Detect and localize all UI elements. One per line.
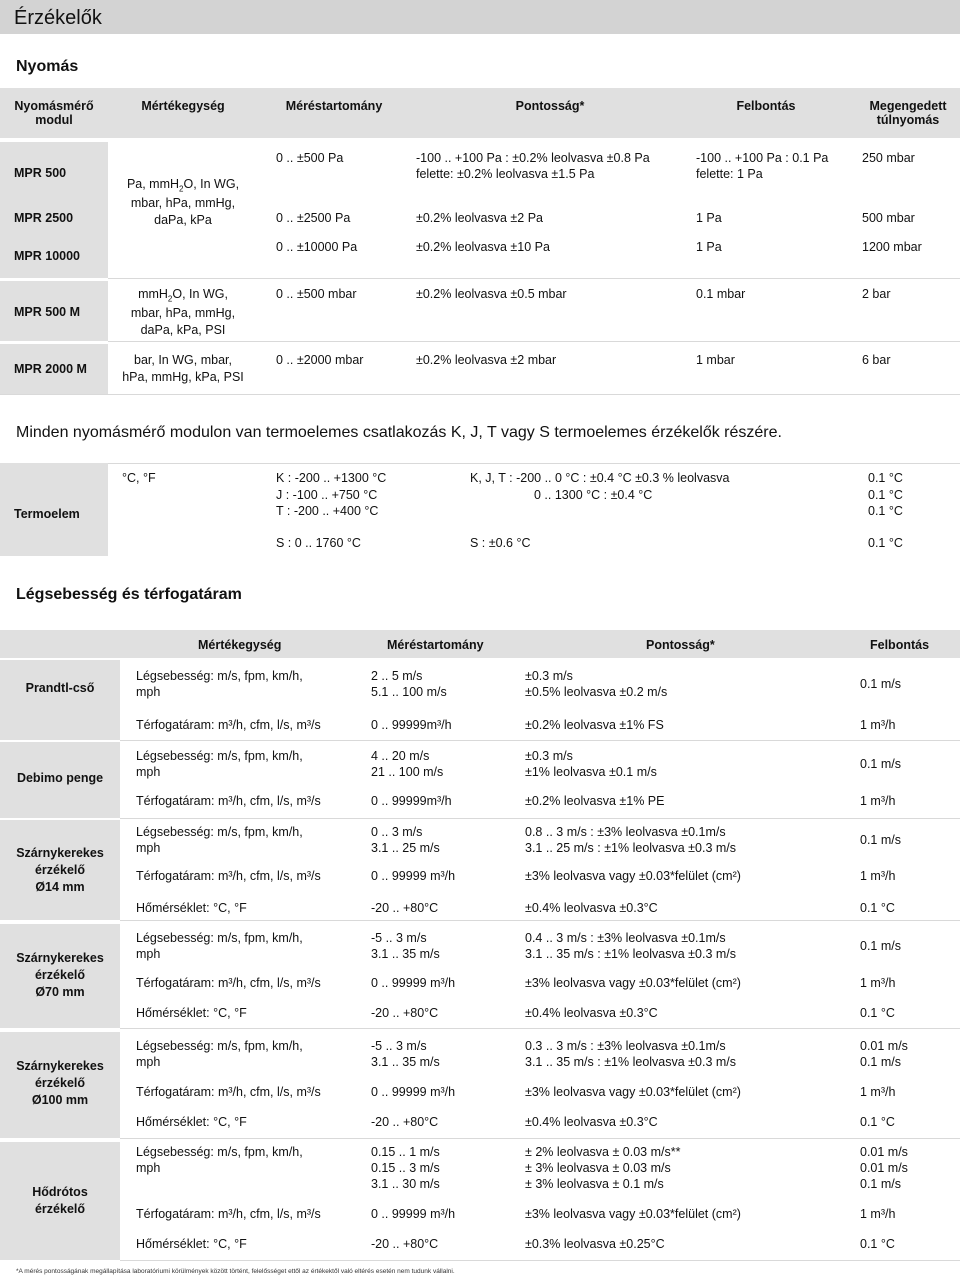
resolution-value: 1 mbar (696, 353, 735, 367)
velocity-unit: mph (136, 841, 161, 855)
header-module: Nyomásmérő modul (14, 99, 94, 127)
page-title: Érzékelők (14, 7, 102, 29)
velocity-accuracy: ± 2% leolvasva ± 0.03 m/s** (525, 1145, 681, 1159)
flow-range: 0 .. 99999 m³/h (371, 1207, 456, 1221)
temperature-accuracy: ±0.3% leolvasva ±0.25°C (525, 1237, 665, 1251)
overpressure-value: 1200 mbar (862, 240, 922, 254)
velocity-accuracy: ±0.3 m/s (525, 669, 573, 683)
flow-resolution: 1 m³/h (860, 869, 896, 883)
module-name: MPR 500 (14, 166, 67, 180)
unit-text: bar, In WG, mbar, (134, 353, 232, 367)
velocity-range: 3.1 .. 35 m/s (371, 947, 440, 961)
header-accuracy: Pontosság* (515, 99, 585, 113)
footnote: *A mérés pontosságának megállapítása laboratóriumi körülmények között történt, felelősséget ettől az értékektől való eltérés esetén nem tudunk vállalni. (16, 1268, 455, 1275)
sensor-name: érzékelő (34, 1202, 86, 1216)
unit-text: daPa, kPa (154, 213, 212, 227)
accuracy-value: felette: ±0.2% leolvasva ±1.5 Pa (416, 167, 595, 181)
flow-unit: Térfogatáram: m³/h, cfm, l/s, m³/s (136, 869, 321, 883)
velocity-resolution: 0.01 m/s (860, 1145, 908, 1159)
range-value: 0 .. ±10000 Pa (276, 240, 358, 254)
thermo-resolution: 0.1 °C (868, 488, 903, 502)
velocity-range: 4 .. 20 m/s (371, 749, 430, 763)
sensor-label-bg (0, 660, 120, 740)
divider (120, 1138, 960, 1139)
sensor-name: Prandtl-cső (25, 681, 95, 695)
air-section-title: Légsebesség és térfogatáram (16, 586, 242, 603)
thermo-range: K : -200 .. +1300 °C (276, 471, 387, 485)
velocity-accuracy: ± 3% leolvasva ± 0.03 m/s (525, 1161, 671, 1175)
velocity-accuracy: ±0.3 m/s (525, 749, 573, 763)
sensor-name: Szárnykerekes (16, 846, 104, 860)
velocity-accuracy: 0.4 .. 3 m/s : ±3% leolvasva ±0.1m/s (525, 931, 726, 945)
divider (108, 463, 960, 464)
range-value: 0 .. ±2000 mbar (276, 353, 364, 367)
module-name: MPR 10000 (14, 249, 81, 263)
velocity-range: 3.1 .. 25 m/s (371, 841, 440, 855)
sensor-name: Debimo penge (16, 771, 104, 785)
divider (120, 1260, 960, 1261)
velocity-accuracy: 0.3 .. 3 m/s : ±3% leolvasva ±0.1m/s (525, 1039, 726, 1053)
flow-range: 0 .. 99999 m³/h (371, 869, 456, 883)
flow-unit: Térfogatáram: m³/h, cfm, l/s, m³/s (136, 1085, 321, 1099)
temperature-range: -20 .. +80°C (371, 901, 439, 915)
resolution-value: felette: 1 Pa (696, 167, 763, 181)
velocity-resolution: 0.1 m/s (860, 1177, 901, 1191)
velocity-unit: mph (136, 1055, 161, 1069)
flow-accuracy: ±3% leolvasva vagy ±0.03*felület (cm²) (525, 1085, 741, 1099)
thermo-label: Termoelem (14, 507, 80, 521)
temperature-unit: Hőmérséklet: °C, °F (136, 901, 247, 915)
temperature-accuracy: ±0.4% leolvasva ±0.3°C (525, 1115, 658, 1129)
pressure-section-title: Nyomás (16, 58, 79, 75)
velocity-range: -5 .. 3 m/s (371, 931, 427, 945)
flow-resolution: 1 m³/h (860, 976, 896, 990)
divider (120, 920, 960, 921)
divider (120, 1028, 960, 1029)
thermo-s-resolution: 0.1 °C (868, 536, 903, 550)
thermo-accuracy: 0 .. 1300 °C : ±0.4 °C (534, 488, 653, 502)
velocity-unit: mph (136, 1161, 161, 1175)
velocity-accuracy: 3.1 .. 35 m/s : ±1% leolvasva ±0.3 m/s (525, 1055, 737, 1069)
unit-text: mmH$_2$O, In WG, (138, 287, 228, 304)
unit-text: hPa, mmHg, kPa, PSI (122, 370, 244, 384)
module-name: MPR 2500 (14, 211, 74, 225)
velocity-range: 0.15 .. 3 m/s (371, 1161, 440, 1175)
header-unit: Mértékegység (141, 99, 225, 113)
overpressure-value: 500 mbar (862, 211, 915, 225)
flow-range: 0 .. 99999m³/h (371, 794, 452, 808)
velocity-accuracy: ±1% leolvasva ±0.1 m/s (525, 765, 657, 779)
sensor-name: érzékelő (34, 863, 86, 877)
temperature-unit: Hőmérséklet: °C, °F (136, 1237, 247, 1251)
velocity-resolution: 0.01 m/s (860, 1039, 908, 1053)
air-header-range: Méréstartomány (387, 638, 484, 652)
temperature-resolution: 0.1 °C (860, 1115, 895, 1129)
divider (108, 278, 960, 279)
divider (0, 394, 960, 395)
air-header-unit: Mértékegység (198, 638, 282, 652)
velocity-range: 21 .. 100 m/s (371, 765, 444, 779)
flow-accuracy: ±0.2% leolvasva ±1% FS (525, 718, 664, 732)
flow-range: 0 .. 99999m³/h (371, 718, 452, 732)
air-header-resolution: Felbontás (870, 638, 930, 652)
velocity-resolution: 0.1 m/s (860, 677, 901, 691)
accuracy-value: ±0.2% leolvasva ±2 Pa (416, 211, 543, 225)
pressure-header-bg (0, 88, 960, 138)
velocity-resolution: 0.1 m/s (860, 939, 901, 953)
velocity-accuracy: ± 3% leolvasva ± 0.1 m/s (525, 1177, 664, 1191)
sensor-name: Ø14 mm (35, 880, 85, 894)
unit-text: Pa, mmH$_2$O, In WG, (126, 177, 240, 194)
velocity-range: 5.1 .. 100 m/s (371, 685, 447, 699)
velocity-unit: mph (136, 947, 161, 961)
module-name: MPR 500 M (14, 305, 80, 319)
resolution-value: 1 Pa (696, 211, 722, 225)
temperature-range: -20 .. +80°C (371, 1006, 439, 1020)
overpressure-value: 2 bar (862, 287, 891, 301)
overpressure-value: 6 bar (862, 353, 891, 367)
velocity-range: 0.15 .. 1 m/s (371, 1145, 440, 1159)
sensor-name: érzékelő (34, 1076, 86, 1090)
divider (120, 818, 960, 819)
velocity-unit: Légsebesség: m/s, fpm, km/h, (136, 1145, 303, 1159)
sensor-name: érzékelő (34, 968, 86, 982)
header-resolution: Felbontás (736, 99, 796, 113)
velocity-unit: Légsebesség: m/s, fpm, km/h, (136, 669, 303, 683)
velocity-accuracy: 3.1 .. 25 m/s : ±1% leolvasva ±0.3 m/s (525, 841, 737, 855)
velocity-unit: mph (136, 685, 161, 699)
header-overpressure: Megengedett túlnyomás (869, 99, 947, 127)
velocity-range: -5 .. 3 m/s (371, 1039, 427, 1053)
divider (120, 740, 960, 741)
accuracy-value: ±0.2% leolvasva ±2 mbar (416, 353, 557, 367)
thermo-resolution: 0.1 °C (868, 471, 903, 485)
resolution-value: 1 Pa (696, 240, 722, 254)
flow-accuracy: ±3% leolvasva vagy ±0.03*felület (cm²) (525, 1207, 741, 1221)
range-value: 0 .. ±500 Pa (276, 151, 344, 165)
sensor-name: Szárnykerekes (16, 1059, 104, 1073)
accuracy-value: ±0.2% leolvasva ±10 Pa (416, 240, 550, 254)
range-value: 0 .. ±500 mbar (276, 287, 357, 301)
thermo-unit: °C, °F (122, 471, 156, 485)
flow-range: 0 .. 99999 m³/h (371, 976, 456, 990)
sensor-name: Hődrótos (32, 1185, 88, 1199)
flow-unit: Térfogatáram: m³/h, cfm, l/s, m³/s (136, 718, 321, 732)
velocity-unit: Légsebesség: m/s, fpm, km/h, (136, 825, 303, 839)
temperature-accuracy: ±0.4% leolvasva ±0.3°C (525, 1006, 658, 1020)
flow-resolution: 1 m³/h (860, 718, 896, 732)
sensor-name: Ø70 mm (35, 985, 85, 999)
module-name: MPR 2000 M (14, 362, 87, 376)
flow-unit: Térfogatáram: m³/h, cfm, l/s, m³/s (136, 794, 321, 808)
unit-text: daPa, kPa, PSI (140, 323, 226, 337)
thermo-accuracy: K, J, T : -200 .. 0 °C : ±0.4 °C ±0.3 % leolvasva (470, 471, 730, 485)
title-bar (0, 0, 960, 34)
sensor-name: Szárnykerekes (16, 951, 104, 965)
temperature-resolution: 0.1 °C (860, 1237, 895, 1251)
air-header-accuracy: Pontosság* (646, 638, 715, 652)
accuracy-value: -100 .. +100 Pa : ±0.2% leolvasva ±0.8 Pa (416, 151, 650, 165)
resolution-value: 0.1 mbar (696, 287, 746, 301)
thermocouple-note: Minden nyomásmérő modulon van termoelemes csatlakozás K, J, T vagy S termoelemes érzékelők részére. (16, 424, 782, 441)
header-range: Méréstartomány (285, 99, 383, 113)
velocity-range: 0 .. 3 m/s (371, 825, 423, 839)
flow-unit: Térfogatáram: m³/h, cfm, l/s, m³/s (136, 1207, 321, 1221)
sensor-name: Ø100 mm (31, 1093, 89, 1107)
resolution-value: -100 .. +100 Pa : 0.1 Pa (696, 151, 829, 165)
flow-accuracy: ±0.2% leolvasva ±1% PE (525, 794, 665, 808)
thermo-s-accuracy: S : ±0.6 °C (470, 536, 531, 550)
thermo-range: T : -200 .. +400 °C (276, 504, 379, 518)
flow-accuracy: ±3% leolvasva vagy ±0.03*felület (cm²) (525, 869, 741, 883)
flow-resolution: 1 m³/h (860, 794, 896, 808)
temperature-resolution: 0.1 °C (860, 1006, 895, 1020)
temperature-range: -20 .. +80°C (371, 1115, 439, 1129)
overpressure-value: 250 mbar (862, 151, 915, 165)
flow-resolution: 1 m³/h (860, 1207, 896, 1221)
velocity-unit: Légsebesség: m/s, fpm, km/h, (136, 749, 303, 763)
temperature-range: -20 .. +80°C (371, 1237, 439, 1251)
velocity-range: 2 .. 5 m/s (371, 669, 423, 683)
unit-text: mbar, hPa, mmHg, (130, 306, 236, 320)
velocity-range: 3.1 .. 35 m/s (371, 1055, 440, 1069)
velocity-accuracy: 3.1 .. 35 m/s : ±1% leolvasva ±0.3 m/s (525, 947, 737, 961)
temperature-unit: Hőmérséklet: °C, °F (136, 1006, 247, 1020)
range-value: 0 .. ±2500 Pa (276, 211, 351, 225)
thermo-range: J : -100 .. +750 °C (276, 488, 378, 502)
velocity-unit: Légsebesség: m/s, fpm, km/h, (136, 1039, 303, 1053)
flow-range: 0 .. 99999 m³/h (371, 1085, 456, 1099)
temperature-accuracy: ±0.4% leolvasva ±0.3°C (525, 901, 658, 915)
thermo-resolution: 0.1 °C (868, 504, 903, 518)
velocity-accuracy: ±0.5% leolvasva ±0.2 m/s (525, 685, 668, 699)
velocity-range: 3.1 .. 30 m/s (371, 1177, 440, 1191)
thermo-s-range: S : 0 .. 1760 °C (276, 536, 361, 550)
accuracy-value: ±0.2% leolvasva ±0.5 mbar (416, 287, 567, 301)
flow-resolution: 1 m³/h (860, 1085, 896, 1099)
velocity-accuracy: 0.8 .. 3 m/s : ±3% leolvasva ±0.1m/s (525, 825, 726, 839)
velocity-resolution: 0.1 m/s (860, 833, 901, 847)
flow-accuracy: ±3% leolvasva vagy ±0.03*felület (cm²) (525, 976, 741, 990)
velocity-resolution: 0.01 m/s (860, 1161, 908, 1175)
temperature-resolution: 0.1 °C (860, 901, 895, 915)
flow-unit: Térfogatáram: m³/h, cfm, l/s, m³/s (136, 976, 321, 990)
velocity-unit: mph (136, 765, 161, 779)
unit-text: mbar, hPa, mmHg, (130, 196, 236, 210)
velocity-resolution: 0.1 m/s (860, 757, 901, 771)
temperature-unit: Hőmérséklet: °C, °F (136, 1115, 247, 1129)
velocity-unit: Légsebesség: m/s, fpm, km/h, (136, 931, 303, 945)
divider (108, 341, 960, 342)
velocity-resolution: 0.1 m/s (860, 1055, 901, 1069)
